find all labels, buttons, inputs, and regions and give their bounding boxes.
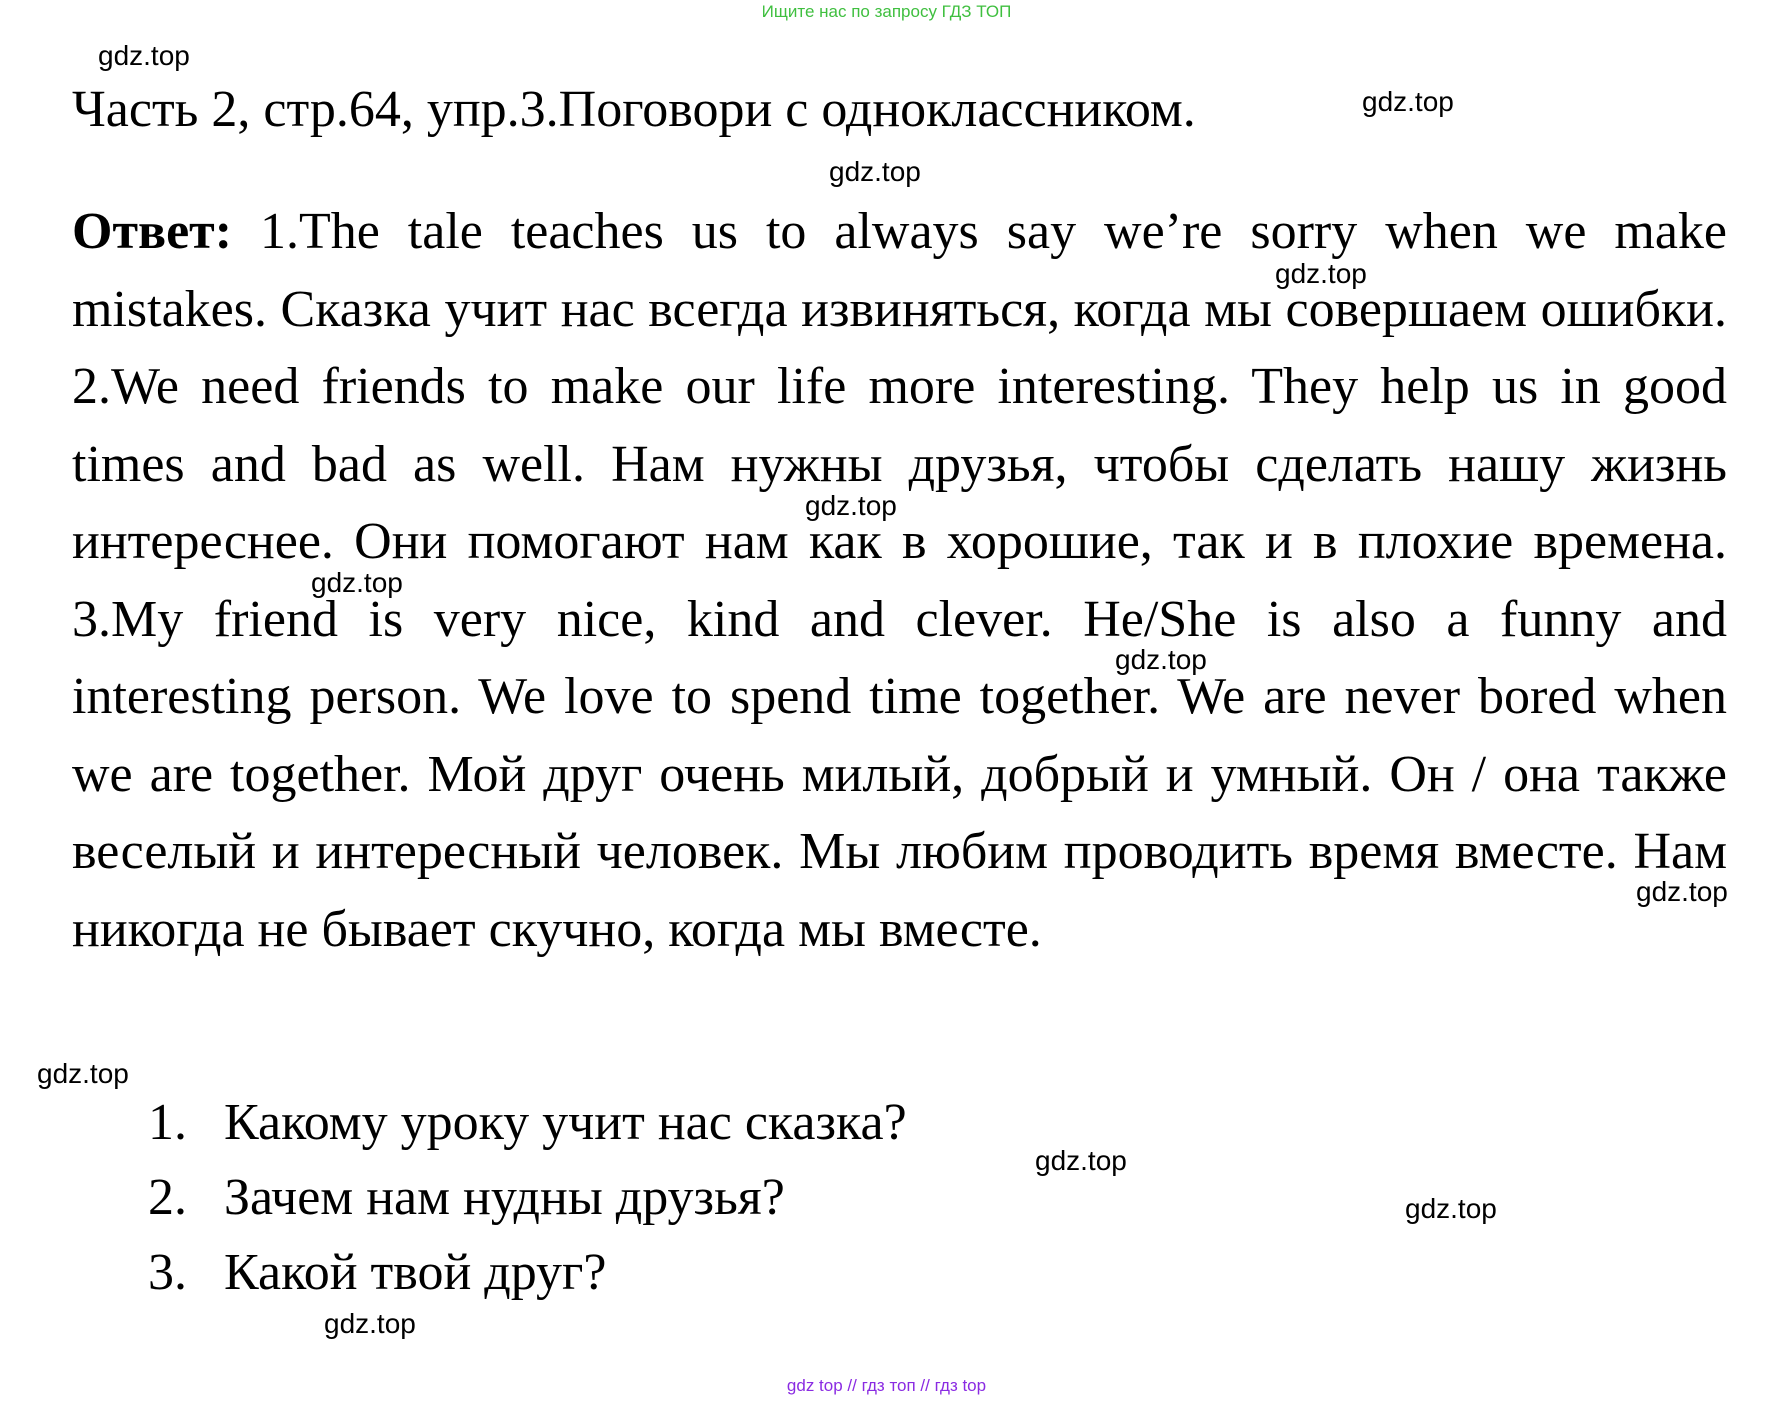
top-banner: Ищите нас по запросу ГДЗ ТОП	[761, 2, 1012, 21]
answer-text: 1.The tale teaches us to always say we’re sorry when we make mistakes. Сказка учит нас всегда извиняться, когда мы совершаем ошибки. 2.We need friends to make our life more interesting. They help us in good times and bad as well. Нам нужны друзья, чтобы сделать нашу жизнь интереснее. Они помогают нам как в хорошие, так и в плохие времена. 3.My friend is very nice, kind and clever. He/She is also a funny and interesting person. We love to spend time together. We are never bored when we are together. Мой друг очень милый, добрый и умный. Он / она также веселый и интересный человек. Мы любим проводить время вместе. Нам никогда не бывает скучно, когда мы вместе.	[72, 203, 1727, 958]
watermark: gdz.top	[1636, 876, 1728, 907]
question-item	[148, 1085, 907, 1160]
watermark: gdz.top	[805, 490, 897, 521]
watermark: gdz.top	[1035, 1145, 1127, 1176]
watermark: gdz.top	[311, 567, 403, 598]
question-item	[148, 1160, 907, 1235]
questions-list	[148, 1085, 907, 1310]
watermark: gdz.top	[324, 1308, 416, 1339]
answer-label: Ответ:	[72, 203, 233, 260]
question-item	[148, 1235, 907, 1310]
question-number: 2.	[148, 1169, 187, 1226]
watermark: gdz.top	[37, 1058, 129, 1089]
watermark: gdz.top	[829, 156, 921, 187]
footer: gdz top // гдз топ // гдз top	[786, 1376, 987, 1395]
question-number: 1.	[148, 1094, 187, 1151]
watermark: gdz.top	[1405, 1193, 1497, 1224]
watermark: gdz.top	[98, 40, 190, 71]
page-title: Часть 2, стр.64, упр.3.Поговори с одноклассником.	[72, 81, 1196, 138]
watermark: gdz.top	[1115, 644, 1207, 675]
question-text: Зачем нам нудны друзья?	[224, 1169, 785, 1226]
watermark: gdz.top	[1362, 86, 1454, 117]
question-text: Какому уроку учит нас сказка?	[224, 1094, 907, 1151]
question-number: 3.	[148, 1244, 187, 1301]
watermark: gdz.top	[1275, 258, 1367, 289]
question-text: Какой твой друг?	[224, 1244, 607, 1301]
